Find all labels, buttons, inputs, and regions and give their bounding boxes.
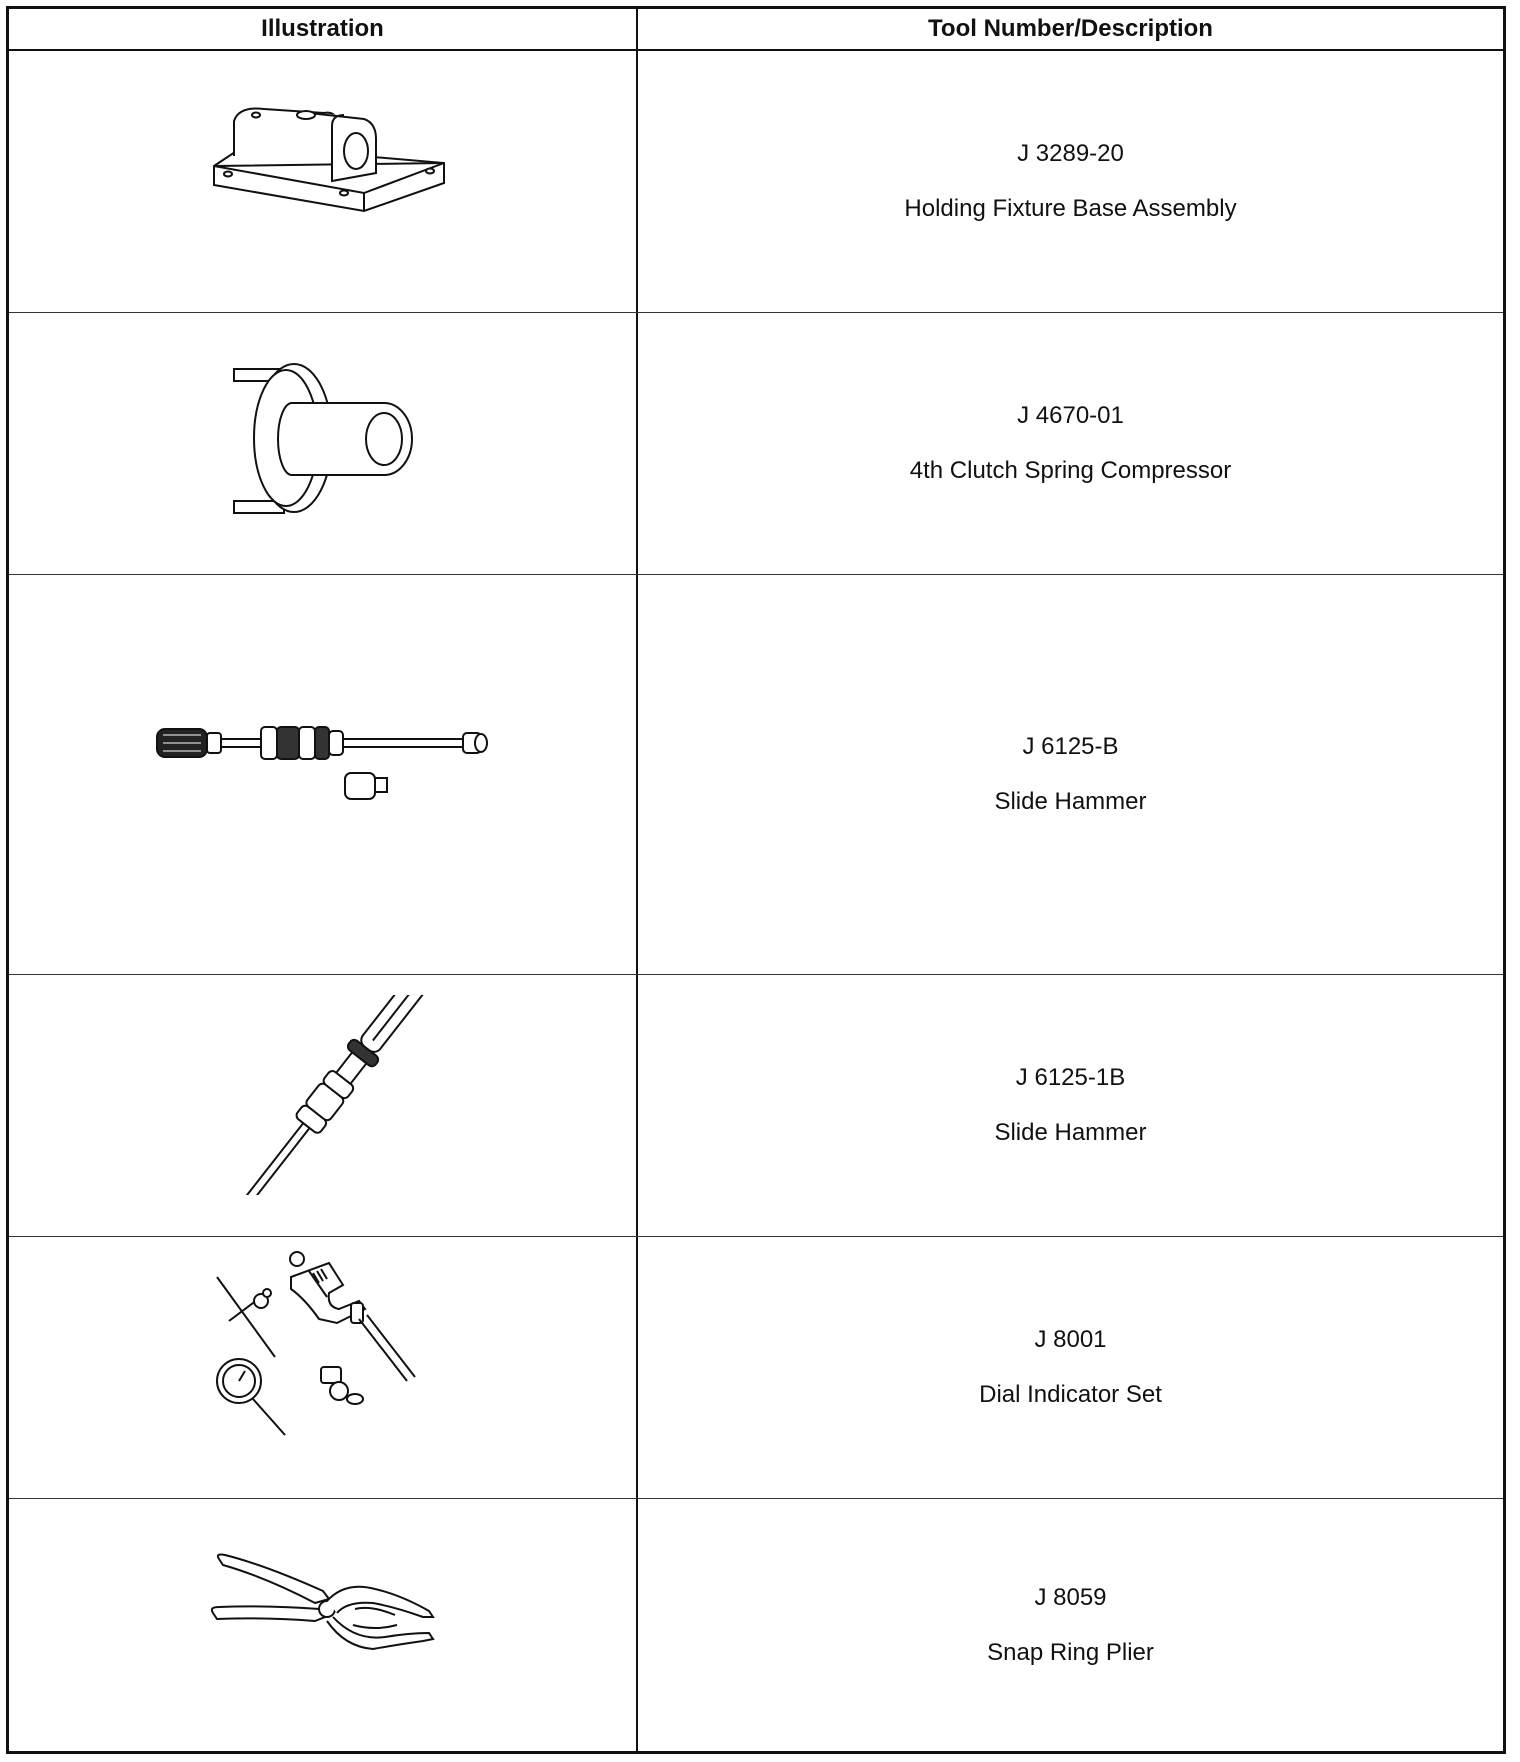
illustration-cell bbox=[9, 313, 636, 574]
tool-description: 4th Clutch Spring Compressor bbox=[909, 457, 1232, 484]
tool-number: J 3289-20 bbox=[1017, 140, 1124, 167]
table-header bbox=[9, 9, 1503, 51]
illustration-cell bbox=[9, 975, 636, 1236]
tool-description-cell bbox=[638, 51, 1503, 312]
tool-number: J 8059 bbox=[1034, 1583, 1107, 1611]
table-row bbox=[9, 575, 1503, 975]
tool-number: J 8001 bbox=[1034, 1326, 1107, 1353]
table-row bbox=[9, 1237, 1503, 1499]
illustration-cell bbox=[9, 1499, 636, 1751]
table-row bbox=[9, 975, 1503, 1237]
tool-description: Dial Indicator Set bbox=[979, 1381, 1162, 1408]
illustration-cell bbox=[9, 1237, 636, 1498]
tool-description-cell bbox=[638, 975, 1503, 1236]
tool-number: J 4670-01 bbox=[1017, 402, 1124, 429]
tool-number: J 6125-B bbox=[1022, 733, 1119, 760]
tool-description: Slide Hammer bbox=[994, 1119, 1147, 1146]
tool-description-cell bbox=[638, 313, 1503, 574]
tool-description: Slide Hammer bbox=[994, 788, 1147, 815]
tool-number: J 6125-1B bbox=[1015, 1064, 1126, 1091]
table-row bbox=[9, 51, 1503, 313]
tool-description-cell bbox=[638, 575, 1503, 974]
illustration-cell bbox=[9, 51, 636, 312]
tool-description-cell bbox=[638, 1499, 1503, 1751]
table-row bbox=[9, 313, 1503, 575]
tool-description: Snap Ring Plier bbox=[987, 1638, 1154, 1666]
header-illustration: Illustration bbox=[261, 15, 384, 42]
illustration-cell bbox=[9, 575, 636, 974]
holding-fixture-icon bbox=[204, 101, 464, 241]
tool-description-cell bbox=[638, 1237, 1503, 1498]
tool-description: Holding Fixture Base Assembly bbox=[904, 195, 1237, 222]
special-tools-table bbox=[6, 6, 1506, 1754]
dial-indicator-set-icon bbox=[209, 1249, 449, 1449]
slide-hammer-icon bbox=[149, 715, 509, 815]
table-row bbox=[9, 1499, 1503, 1751]
header-tool-number-description: Tool Number/Description bbox=[928, 15, 1213, 42]
spring-compressor-icon bbox=[224, 353, 444, 523]
snap-ring-plier-icon bbox=[205, 1551, 445, 1671]
slide-hammer-angled-icon bbox=[209, 995, 449, 1195]
